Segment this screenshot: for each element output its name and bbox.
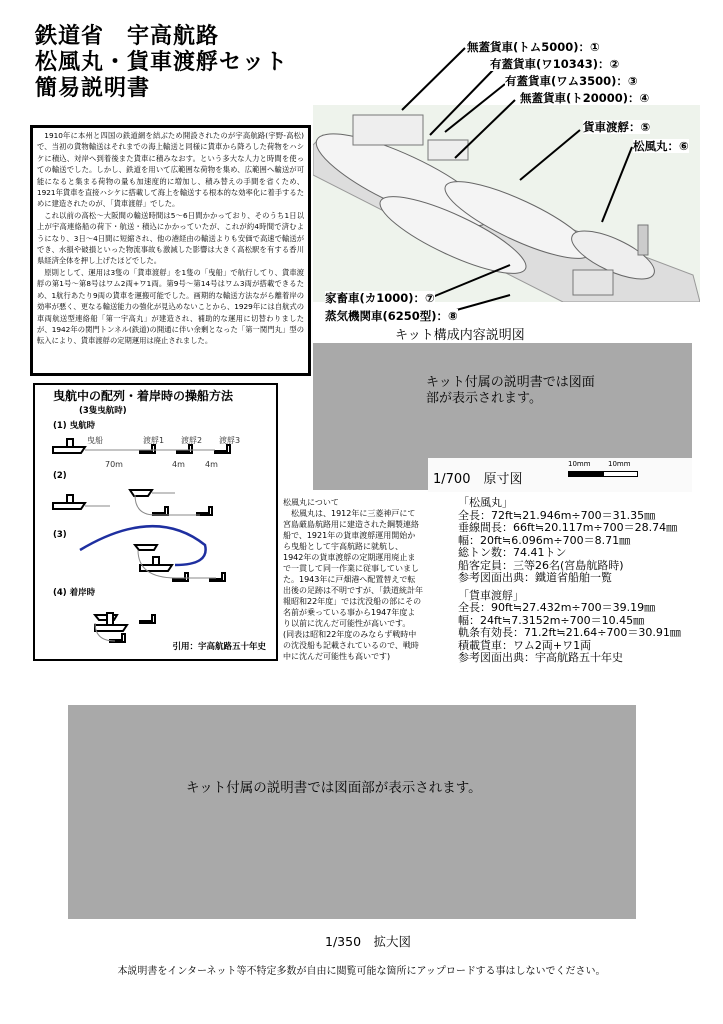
scale-bar-black — [568, 471, 603, 477]
placeholder-text: キット付属の説明書では図面部が表示されます。 — [186, 780, 482, 796]
diagram-subtitle: (3隻曳航時) — [79, 406, 127, 416]
spec-line: 船客定員：三等26名(宮島航路時) — [458, 558, 624, 572]
part-label-3: 有蓋貨車(ワム3500)：③ — [505, 74, 638, 88]
scale-bar-white — [603, 471, 638, 477]
barge-label: 渡艀1 — [143, 436, 165, 445]
step-label: (4) 着岸時 — [53, 588, 96, 598]
intro-paragraph: 1910年に本州と四国の鉄道網を結ぶため開設されたのが宇高航路(宇野-高松)で、当初の貨物輸送はそれまでの海上輸送と同様に貨車から降ろした荷物をハシケに積込、対岸へ到着後また貨車に積みなおす。という多大な人力と時間を使っての輸送でした。しかし、鉄道を用いて広範囲な荷物を集め、広範囲へ輸送が可能になると集まる荷物の量も加速度的に増加し、積み替えの手間を省くため、1921年貨車を直接ハシケに搭載して海上を輸送する根本的な効率化に着手するために建造されたのが、「貨車渡艀」でした。 — [37, 131, 304, 209]
spec-ship-name: 「貨車渡艀」 — [458, 588, 524, 602]
distance-label: 4m — [172, 460, 185, 469]
step-label: (3) — [53, 530, 67, 540]
intro-paragraph: これ以前の高松～大阪間の輸送時間は5～6日間かかっており、そのうち1日以上が宇高連絡船の荷下・航送・積込にかかっていたが、これが約4時間で済むようになり、3日～4日間に短縮され、他の港経由の輸送よりも安価で高速で輸送ができ、水損や破損といった物流事故も激減した影響は大きく高松駅を有する香川県経済全体を押し上げたほどでした。 — [37, 210, 304, 266]
spec-line: 総トン数：74.41トン — [458, 546, 567, 559]
spec-line: 全長：72ft≒21.946m÷700＝31.35㎜ — [458, 508, 656, 522]
tug-label: 曳船 — [87, 436, 103, 445]
step-label: (1) 曳航時 — [53, 421, 96, 431]
scale-700-panel — [428, 458, 692, 492]
distance-label: 4m — [205, 460, 218, 469]
spec-line: 幅：20ft≒6.096m÷700＝8.71㎜ — [458, 533, 631, 547]
footer-notice: 本説明書をインターネット等不特定多数が自由に閲覧可能な箇所にアップロードする事はしないでください。 — [117, 966, 606, 977]
spec-line: 参考図面出典：鐵道省船舶一覧 — [458, 571, 612, 584]
part-label-2: 有蓋貨車(ワ10343)：② — [490, 57, 620, 71]
drawing-placeholder-350 — [68, 705, 636, 919]
part-label-4: 無蓋貨車(ト20000)：④ — [520, 91, 650, 105]
spec-ship-name: 「松風丸」 — [458, 496, 513, 509]
distance-label: 70m — [105, 460, 123, 469]
spec-line: 全長：90ft≒27.432m÷700＝39.19㎜ — [458, 601, 656, 614]
about-heading: 松風丸について — [283, 498, 339, 507]
about-body: 松風丸は、1912年に三菱神戸にて宮島厳島航路用に建造された鋼製連絡船で、1921年の貨車渡艀運用開始から曳船として宇高航路に就航し、1942年の貨車渡艀の定期運用廃止まで一貫して同一作業に従事していました。1943年に戸畑港へ配置替えで転出後の足跡は不明ですが、「鉄道統計年報昭和22年度」では沈没船の部にその名前が乗っている事から1947年度より以前に沈んだ可能性が高いです。 — [283, 509, 423, 628]
part-label-6: 松風丸：⑥ — [633, 139, 689, 153]
barge-label: 渡艀3 — [219, 436, 241, 445]
spec-line: 垂線間長：66ft≒20.117m÷700＝28.74㎜ — [458, 521, 678, 534]
intro-text-box — [30, 125, 311, 376]
about-note: (同表は昭和22年度のみならず戦時中の沈没船も記載されているので、戦時中に沈んだ可能性も高いです) — [283, 630, 419, 661]
scale-tick-label: 10mm — [568, 460, 591, 468]
scale-tick-label: 10mm — [608, 460, 631, 468]
spec-line: 積載貨車：ワム2両+ワ1両 — [458, 638, 592, 652]
part-label-5: 貨車渡艀：⑤ — [583, 120, 651, 134]
document-title — [35, 24, 288, 102]
step-label: (2) — [53, 471, 67, 481]
diagram-title: 曳航中の配列・着岸時の操船方法 — [53, 389, 234, 403]
scale-350-label: 1/350 拡大図 — [325, 934, 412, 949]
maneuver-drawing — [35, 385, 276, 659]
specifications — [458, 497, 681, 665]
title-line: 簡易説明書 — [35, 76, 151, 101]
illustration-caption: キット構成内容説明図 — [395, 328, 525, 343]
part-label-7: 家畜車(カ1000)：⑦ — [325, 291, 435, 305]
placeholder-text: キット付属の説明書では図面部が表示されます。 — [426, 375, 595, 406]
diagram-source: 引用：宇高航路五十年史 — [172, 642, 266, 652]
part-label-8: 蒸気機関車(6250型)：⑧ — [325, 309, 458, 323]
spec-line: 軌条有効長：71.2ft≒21.64÷700＝30.91㎜ — [458, 626, 681, 639]
part-label-1: 無蓋貨車(トム5000)：① — [467, 40, 600, 54]
title-line: 松風丸・貨車渡艀セット — [35, 50, 289, 75]
spec-line: 幅：24ft≒7.3152m÷700＝10.45㎜ — [458, 613, 645, 627]
towing-diagram — [33, 383, 278, 661]
intro-paragraph: 原則として、運用は3隻の「貨車渡艀」を1隻の「曳船」で航行してり、貨車渡艀の第1号～第8号はワム2両+ワ1両。第9号～第14号はワム3両が搭載できるため、1航行あたり9両の貨車を運搬可能でした。画期的な輸送方法ながら離着岸の効率が悪く、更なる輸送能力の強化が見込めないことから、1929年には自航式の車両航送型連絡船「第一宇高丸」が建造され、補助的な運用に切替わりましたが、1942年の関門トンネル(鉄道)の開通に伴い余剰となった「第一関門丸」型の転入により、貨車渡艀の定期運用は廃止されました。 — [37, 267, 304, 346]
title-line: 鉄道省 宇高航路 — [35, 24, 220, 49]
spec-line: 参考図面出典：宇高航路五十年史 — [458, 651, 623, 664]
scale-700-label: 1/700 原寸図 — [433, 472, 523, 487]
barge-label: 渡艀2 — [181, 436, 203, 445]
shofu-maru-about — [283, 497, 423, 662]
